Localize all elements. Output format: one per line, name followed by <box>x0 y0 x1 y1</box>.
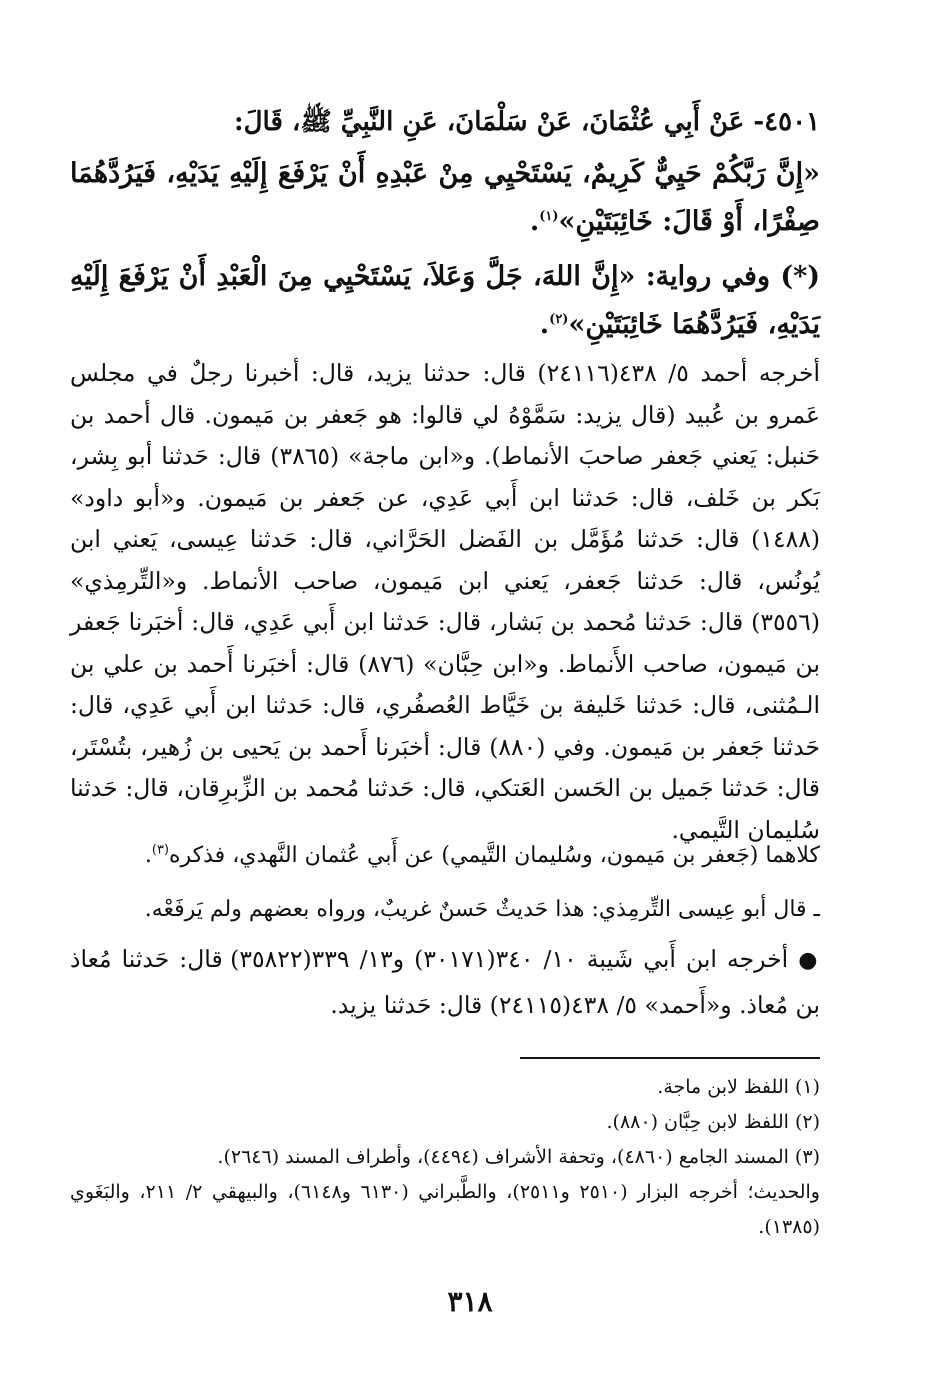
tirmidhi-remark <box>70 890 820 930</box>
footnote-2: (٢) اللفظ لابن حِبَّان (٨٨٠). <box>606 1111 820 1133</box>
both-narrators-text: كلاهما (جَعفر بن مَيمون، وسُليمان التَّيمي) عن أَبي عُثمان النَّهدي، فذكره <box>169 843 820 868</box>
hadith-heading <box>70 100 820 144</box>
takhrij-paragraph <box>70 353 820 851</box>
takhrij-text: أخرجه أحمد ٥/ ٤٣٨(٢٤١١٦) قال: حدثنا يزيد، قال: أخبرنا رجلٌ في مجلس عَمرو بن عُبيد (قال يزيد: سَمَّوْهُ لي قالوا: هو جَعفر بن مَيمون. قال أحمد بن حَنبل: يَعني جَعفر صاحبَ الأنماط). و«ابن ماجة» (٣٨٦٥) قال: حَدثنا أبو بِشر، بَكر بن خَلف، قال: حَدثنا ابن أَبي عَدِي، عن جَعفر بن مَيمون. و«أبو داود» (١٤٨٨) قال: حَدثنا مُؤَمَّل بن الفَضل الحَرَّاني، قال: حَدثنا عِيسى، يَعني ابن يُونُس، قال: حَدثنا جَعفر، يَعني ابن مَيمون، صاحب الأنماط. و«التِّرمِذي» (٣٥٥٦) قال: حَدثنا مُحمد بن بَشار، قال: حَدثنا ابن أَبي عَدِي، قال: أخبَرنا جَعفر بن مَيمون، صاحب الأَنماط. و«ابن حِبَّان» (٨٧٦) قال: أخبَرنا أَحمد بن علي بن الـمُثنى، قال: حَدثنا خَليفة بن خَيَّاط العُصفُري، قال: حَدثنا ابن أَبي عَدِي، قال: حَدثنا جَعفر بن مَيمون. وفي (٨٨٠) قال: أخبَرنا أَحمد بن يَحيى بن زُهير، بتُسْتَر، قال: حَدثنا جَميل بن الحَسن العَتكي، قال: حَدثنا مُحمد بن الزِّبرِقان، قال: حَدثنا سُليمان التَّيمي. <box>70 359 821 844</box>
page <box>70 0 820 1381</box>
footnote-ref-3: (٣) <box>151 842 169 858</box>
footnote-3: (٣) المسند الجامع (٤٨٦٠)، وتحفة الأشراف (٤٤٩٤)، وأطراف المسند (٢٦٤٦). <box>217 1146 820 1168</box>
ibn-abi-shayba-text: أخرجه ابن أَبي شَيبة ١٠/ ٣٤٠(٣٠١٧١) و١٣/ ٣٣٩(٣٥٨٢٢) قال: حَدثنا مُعاذ بن مُعاذ. و«أَحمد» ٥/ ٤٣٨(٢٤١١٥) قال: حَدثنا يزيد. <box>70 945 820 1019</box>
footnote-ref-1: (١) <box>539 209 559 224</box>
hadith-heading-text: ٤٥٠١- عَنْ أَبِي عُثْمَانَ، عَنْ سَلْمَانَ، عَنِ النَّبِيِّ ﷺ، قَالَ: <box>234 107 820 137</box>
alternate-narration <box>70 253 820 349</box>
footnotes <box>70 1070 820 1245</box>
bullet-icon: ● <box>798 948 820 973</box>
footnote-3-continued: والحديث؛ أخرجه البزار (٢٥١٠ و٢٥١١)، والطَّبراني (٦١٣٠ و٦١٤٨)، والبيهقي ٢/ ٢١١، والبَغَوي (١٣٨٥). <box>70 1181 820 1238</box>
hadith-text: «إِنَّ رَبَّكُمْ حَيِيٌّ كَرِيمٌ، يَسْتَحْيِي مِنْ عَبْدِهِ أَنْ يَرْفَعَ إِلَيْهِ يَدَيْهِ، فَيَرُدَّهُمَا صِفْرًا، أَوْ قَالَ: خَائِبَتَيْنِ»$^{(١)}$. <box>70 158 820 237</box>
alternate-narration-end: . <box>539 309 550 340</box>
alternate-narration-text: (*) وفي رواية: «إِنَّ اللهَ، جَلَّ وَعَلاَ، يَسْتَحْيِي مِنَ الْعَبْدِ أَنْ يَرْفَعَ إِلَيْهِ يَدَيْهِ، فَيَرُدَّهُمَا خَائِبَتَيْنِ» <box>70 261 820 340</box>
footnote-ref-2: (٢) <box>549 312 569 327</box>
ibn-abi-shayba-paragraph <box>70 937 820 1027</box>
footnote-1: (١) اللفظ لابن ماجة. <box>657 1076 820 1098</box>
footnote-divider <box>520 1057 820 1059</box>
tirmidhi-remark-text: ـ قال أبو عِيسى التِّرمِذي: هذا حَديثٌ حَسنٌ غريبٌ، ورواه بعضهم ولم يَرفَعْه. <box>144 897 820 922</box>
both-narrators-paragraph: كلاهما (جَعفر بن مَيمون، وسُليمان التَّيمي) عن أَبي عُثمان النَّهدي، فذكره$^{(٣)}$. <box>144 842 820 868</box>
page-number: ٣١٨ <box>447 1285 493 1318</box>
hadith-matn: «إِنَّ رَبَّكُمْ حَيِيٌّ كَرِيمٌ، يَسْتَحْيِي مِنْ عَبْدِهِ أَنْ يَرْفَعَ إِلَيْهِ يَدَيْهِ، فَيَرُدَّهُمَا صِفْرًا، أَوْ قَالَ: خَائِبَتَيْنِ» <box>70 158 820 237</box>
